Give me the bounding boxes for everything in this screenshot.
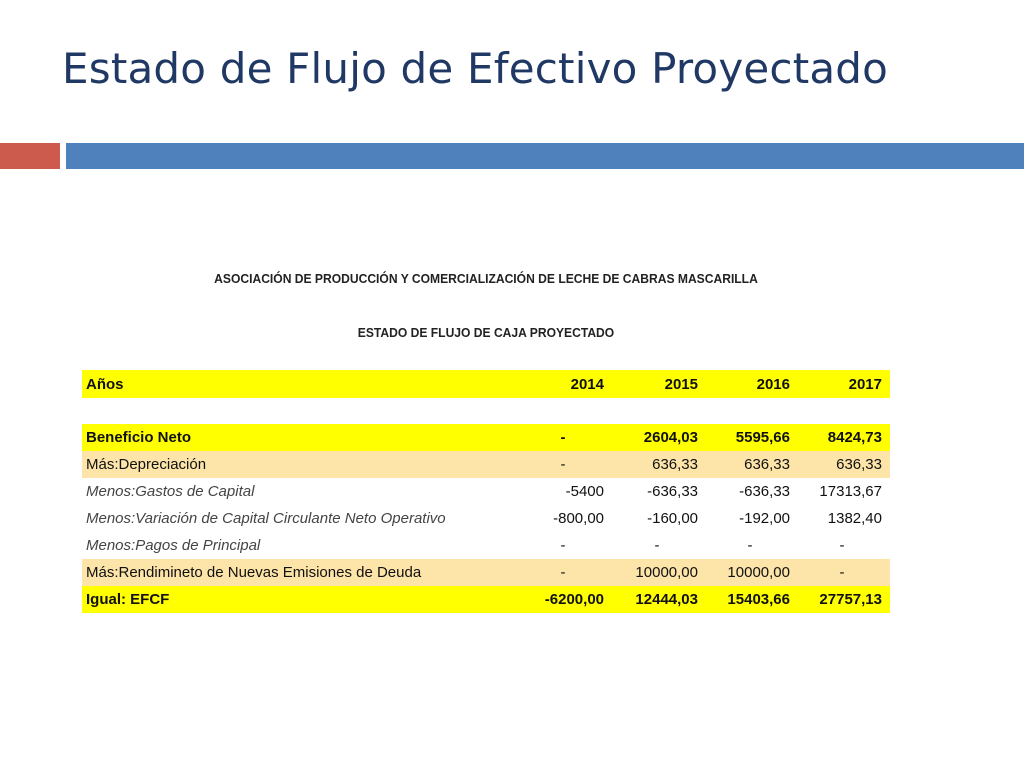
table-row	[82, 505, 890, 532]
row-value: 17313,67	[798, 478, 890, 505]
row-value: 10000,00	[612, 559, 706, 586]
row-value: -	[518, 451, 612, 478]
table-row	[82, 424, 890, 451]
row-value: 8424,73	[798, 424, 890, 451]
report-title: ESTADO DE FLUJO DE CAJA PROYECTADO	[357, 325, 615, 340]
row-value: 1382,40	[798, 505, 890, 532]
row-label: Menos:Gastos de Capital	[82, 478, 518, 505]
row-value: 5595,66	[706, 424, 798, 451]
row-label: Menos:Pagos de Principal	[82, 532, 518, 559]
slide-title: Estado de Flujo de Efectivo Proyectado	[62, 44, 889, 93]
row-value: -	[518, 559, 612, 586]
row-value: -6200,00	[518, 586, 612, 613]
row-value: -	[798, 559, 890, 586]
header-year: 2016	[706, 370, 798, 398]
header-label: Años	[82, 370, 518, 398]
row-value: 15403,66	[706, 586, 798, 613]
row-label: Igual: EFCF	[82, 586, 518, 613]
table-row	[82, 478, 890, 505]
row-value: -636,33	[612, 478, 706, 505]
spacer-row	[82, 398, 890, 424]
row-value: -	[518, 424, 612, 451]
row-value: -	[798, 532, 890, 559]
row-value: -636,33	[706, 478, 798, 505]
row-value: -800,00	[518, 505, 612, 532]
row-label: Menos:Variación de Capital Circulante Neto Operativo	[82, 505, 518, 532]
row-value: 27757,13	[798, 586, 890, 613]
header-year: 2017	[798, 370, 890, 398]
title-accent-bar-blue	[66, 143, 1024, 169]
row-value: -5400	[518, 478, 612, 505]
row-value: 636,33	[612, 451, 706, 478]
row-value: -192,00	[706, 505, 798, 532]
row-value: 636,33	[798, 451, 890, 478]
row-label: Más:Depreciación	[82, 451, 518, 478]
row-value: -	[612, 532, 706, 559]
table-row	[82, 559, 890, 586]
table-row	[82, 451, 890, 478]
header-year: 2015	[612, 370, 706, 398]
cash-flow-table	[82, 370, 890, 613]
table-row-total	[82, 586, 890, 613]
row-label: Beneficio Neto	[82, 424, 518, 451]
title-accent-bar-red	[0, 143, 60, 169]
row-value: 2604,03	[612, 424, 706, 451]
row-value: 12444,03	[612, 586, 706, 613]
header-year: 2014	[518, 370, 612, 398]
organization-name: ASOCIACIÓN DE PRODUCCIÓN Y COMERCIALIZACIÓN DE LECHE DE CABRAS MASCARILLA	[214, 271, 758, 286]
row-value: -	[518, 532, 612, 559]
table-header-row	[82, 370, 890, 398]
row-value: -	[706, 532, 798, 559]
row-value: -160,00	[612, 505, 706, 532]
row-value: 636,33	[706, 451, 798, 478]
row-label: Más:Rendimineto de Nuevas Emisiones de Deuda	[82, 559, 518, 586]
table-row	[82, 532, 890, 559]
row-value: 10000,00	[706, 559, 798, 586]
